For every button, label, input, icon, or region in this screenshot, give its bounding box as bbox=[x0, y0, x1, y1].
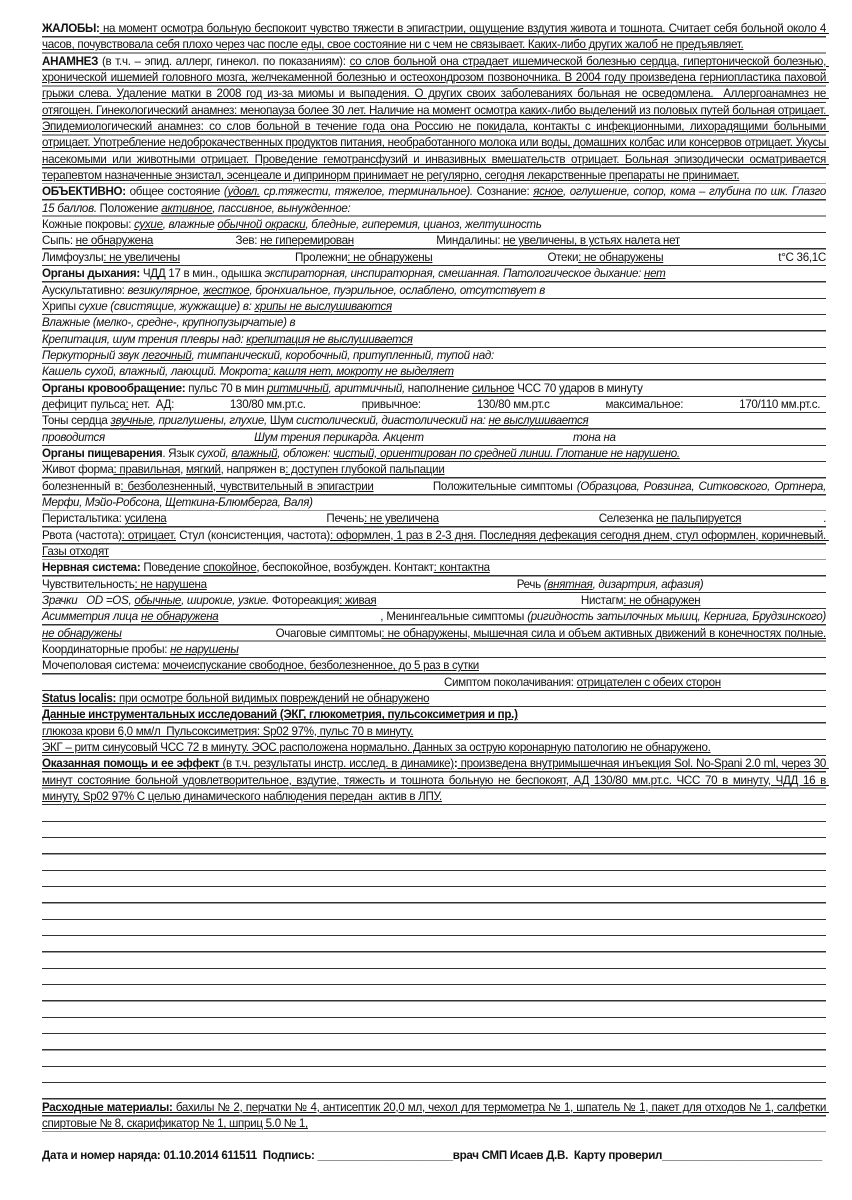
form-field bbox=[42, 250, 295, 266]
text-segment: Данные инструментальных исследований (ЭКГ, глюкометрия, пульсоксиметрия и пр.) bbox=[42, 708, 518, 722]
text-segment: ЭКГ – ритм синусовый ЧСС 72 в минуту. ЭОС расположена нормально. Данных за острую коронарную патологию не обнаружено. bbox=[42, 741, 711, 755]
abdomen-row bbox=[42, 462, 826, 478]
form-field bbox=[42, 577, 517, 593]
text-segment: (ригидность затылочных мышц, Кернига, Брудзинского) bbox=[527, 610, 832, 624]
text-segment: наполнение bbox=[404, 381, 472, 395]
dry-rales-row bbox=[42, 299, 826, 315]
text-segment: Речь bbox=[516, 577, 544, 591]
text-segment: Пролежни bbox=[294, 250, 348, 264]
text-segment: не обнаружена bbox=[75, 234, 154, 248]
text-segment: обычной окраски bbox=[217, 218, 306, 232]
blank-line-row bbox=[42, 969, 826, 985]
nervous-row bbox=[42, 560, 826, 576]
form-field bbox=[295, 250, 547, 266]
text-segment: . bbox=[741, 512, 827, 526]
text-segment: обычные bbox=[134, 594, 182, 608]
text-segment: АНАМНЕЗ bbox=[42, 54, 99, 68]
form-field bbox=[362, 397, 477, 413]
blank-line-row bbox=[42, 1067, 826, 1083]
text-segment: мягкий bbox=[185, 463, 221, 477]
blank-line-row bbox=[42, 887, 826, 903]
text-segment: сухой, bbox=[196, 446, 232, 460]
text-segment: Тоны сердца bbox=[42, 414, 111, 428]
footer-signature-row bbox=[42, 1148, 826, 1164]
text-segment: при осмотре больной видимых повреждений не обнаружено bbox=[116, 692, 430, 706]
text-segment: 130/80 мм.рт.с bbox=[476, 397, 550, 411]
text-segment: : кашля нет, мокроту не выделяет bbox=[267, 365, 454, 379]
text-segment: Симптом поколачивания: bbox=[443, 675, 577, 689]
text-segment: 170/110 мм.рт.с. bbox=[739, 397, 826, 411]
blank-line-row bbox=[42, 985, 826, 1001]
form-field bbox=[599, 511, 826, 527]
text-segment: , влажные bbox=[162, 218, 218, 232]
rash-throat-row bbox=[42, 233, 826, 249]
text-segment: на момент осмотра больную беспокоит чувство тяжести в эпигастрии, ощущение вздутия живота и тошнота. Считает себя больной около 4 часов, почувствовала себя плохо через час после еды, свое состояние ни с чем не связывает. Каких-либо других жалоб не предъявляет. bbox=[42, 22, 829, 52]
text-segment: Асимметрия лица bbox=[42, 610, 142, 624]
text-segment: Органы дыхания: bbox=[42, 267, 140, 281]
blank-line-row bbox=[42, 806, 826, 822]
text-segment bbox=[721, 676, 826, 689]
text-segment: Status localis: bbox=[42, 692, 117, 706]
text-segment: не выслушивается bbox=[488, 414, 589, 428]
text-segment: : bbox=[453, 757, 458, 771]
percussion-row bbox=[42, 348, 826, 364]
text-segment: , Менингеальные симптомы bbox=[218, 610, 528, 624]
text-segment: Крепитация, шум трения плевры над: bbox=[42, 332, 247, 346]
blank-line-row bbox=[42, 822, 826, 838]
form-field bbox=[778, 250, 826, 266]
text-segment: внятная bbox=[547, 577, 593, 591]
text-segment: сухие (свистящие, жужжащие) в: bbox=[78, 299, 255, 313]
text-segment: не пальпируется bbox=[656, 512, 742, 526]
blank-line-row bbox=[42, 871, 826, 887]
circulation-row bbox=[42, 381, 826, 397]
stool-row bbox=[42, 528, 829, 561]
cough-row bbox=[42, 364, 826, 380]
text-segment bbox=[703, 578, 826, 591]
blank-line-row bbox=[42, 1083, 826, 1099]
text-segment: : доступен глубокой пальпации bbox=[285, 463, 445, 477]
text-segment: , тимпанический, коробочный, притупленный, тупой над: bbox=[191, 348, 494, 362]
text-segment: Зрачки OD =OS, bbox=[42, 594, 135, 608]
text-segment: легочный bbox=[142, 348, 192, 362]
text-segment: : не обнаружены bbox=[347, 250, 433, 264]
text-segment: : правильная bbox=[113, 463, 181, 477]
form-field bbox=[42, 397, 230, 413]
form-field bbox=[581, 593, 826, 609]
text-segment: тона на bbox=[572, 430, 827, 444]
text-segment: сухие bbox=[134, 218, 163, 232]
text-segment: усилена bbox=[124, 512, 167, 526]
text-segment: : не обнаружены bbox=[578, 250, 664, 264]
text-segment: ритмичный bbox=[267, 381, 329, 395]
form-field bbox=[517, 577, 826, 593]
text-segment: Селезенка bbox=[598, 512, 657, 526]
text-segment: . Язык bbox=[162, 446, 197, 460]
text-segment: : не увеличена bbox=[363, 512, 439, 526]
meningeal-row bbox=[42, 609, 832, 658]
text-segment: Перкуторный звук bbox=[42, 348, 143, 362]
text-segment: : не нарушена bbox=[134, 577, 207, 591]
text-segment: дефицит пульса bbox=[42, 397, 126, 411]
text-segment: Кожные покровы: bbox=[42, 218, 135, 232]
text-segment: Лимфоузлы bbox=[42, 250, 104, 264]
blank-line-row bbox=[42, 1051, 826, 1067]
status-localis-row bbox=[42, 691, 826, 707]
blank-line-row bbox=[42, 1018, 826, 1034]
form-field bbox=[42, 593, 581, 609]
text-segment: Живот форма bbox=[42, 463, 114, 477]
lymph-row bbox=[42, 250, 826, 266]
text-segment: Печень bbox=[326, 512, 364, 526]
text-segment: , напряжен в bbox=[220, 463, 286, 477]
text-segment: нет bbox=[644, 267, 666, 281]
text-segment: влажный bbox=[231, 446, 278, 460]
text-segment: , bbox=[180, 463, 186, 477]
form-field bbox=[326, 511, 598, 527]
ecg-row bbox=[42, 740, 826, 756]
text-segment: Хрипы bbox=[42, 299, 79, 313]
text-segment: Сознание: bbox=[472, 185, 534, 199]
form-field bbox=[42, 511, 326, 527]
anamnesis-row bbox=[42, 54, 829, 185]
text-segment: болезненный в bbox=[42, 479, 121, 493]
text-segment: (в т.ч. результаты инстр. исслед. в динамике) bbox=[219, 757, 454, 771]
complaints-row bbox=[42, 21, 829, 54]
text-segment: Сыпь: bbox=[42, 234, 76, 248]
text-segment: Оказанная помощь и ее эффект bbox=[42, 757, 220, 771]
text-segment: активное bbox=[161, 201, 213, 215]
text-segment: глюкоза крови 6,0 мм/л Пульсоксиметрия: Sp02 97%, пульс 70 в минуту. bbox=[42, 724, 414, 738]
text-segment: Стул (консистенция, частота) bbox=[176, 528, 330, 542]
blank-line-row bbox=[42, 936, 826, 952]
text-segment: со слов больной она страдает ишемической болезнью сердца, гипертонической болезнью, хронической ишемией головного мозга, желчекаменной болезнью и остеохондрозом позвоночника. В 2004 году произведена герниопластика паховой грыжи слева. Удаление матки в 2008 год из-за миомы и выпадения. О других своих заболеваниях больная не осведомлена. Аллергоанамнез не отягощен. Гинекологический анамнез: менопауза более 30 лет. Наличие на момент осмотра каких-либо выделений из половых путей больная отрицает. Эпидемиологический анамнез: со слов больной в течение года она Россию не покидала, контакты с инфекционными, лихорадящими больными отрицает. Употребление недоброкачественных продуктов питания, необработанного молока или воды, домашних колбас или консервов отрицает. Укусы насекомыми или животными отрицает. Проведение гемотрансфузий и инвазивных вмешательств отрицает. Больная эпизодически осматривается терапевтом назначенные энзистал, эсенцеале и дипринорм принимает не регулярно, сегодня лекарственные препараты не принимает. bbox=[42, 54, 829, 183]
text-segment: везикулярное, bbox=[127, 283, 204, 297]
text-segment: не увеличены, в устьях налета нет bbox=[503, 234, 680, 248]
text-segment: Нервная система: bbox=[42, 561, 141, 575]
text-segment: нет. АД: bbox=[128, 397, 175, 411]
form-field bbox=[230, 397, 362, 413]
text-segment: Расходные материалы: bbox=[42, 1100, 173, 1114]
text-segment: : оформлен, 1 раз в 2-3 дня. Последняя дефекация сегодня днем, стул оформлен, коричневый. Газы отходят bbox=[42, 528, 829, 558]
text-segment: Перистальтика: bbox=[42, 512, 125, 526]
blank-line-row bbox=[42, 855, 826, 871]
text-segment: Чувствительность bbox=[42, 577, 135, 591]
pericardium-row bbox=[42, 430, 826, 446]
glucose-row bbox=[42, 724, 826, 740]
text-segment: произведена внутримышечная инъекция Sol. No-Spani 2.0 ml, через 30 минут состояние больной удовлетворительное, вздутие, тяжесть и тошнота больную не беспокоят, АД 130/80 мм.рт.с. ЧСС 70 в минуту, ЧДД 16 в минуту, Sp02 97% С целью динамического наблюдения передан актив в ЛПУ. bbox=[42, 757, 829, 804]
crepitation-row bbox=[42, 332, 826, 348]
text-segment: : не обнаружен bbox=[623, 594, 701, 608]
text-segment: , обложен: bbox=[277, 446, 334, 460]
text-segment: , пассивное, вынужденное: bbox=[212, 201, 351, 215]
tapping-row bbox=[42, 675, 826, 691]
text-segment: , бронхиальное, пуэрильное, ослаблено, отсутствует в bbox=[249, 283, 546, 297]
text-segment: Очаговые симптомы bbox=[121, 626, 382, 640]
text-segment: бахилы № 2, перчатки № 4, антисептик 20,0 мл, чехол для термометра № 1, шпатель № 1, пакет для отходов № 1, салфетки спиртовые № 8, скарификатор № 1, шприц 5.0 № 1, bbox=[42, 1100, 829, 1131]
text-segment: ясное bbox=[533, 185, 563, 199]
text-segment: Аускультативно: bbox=[42, 283, 128, 297]
text-segment: не обнаружена bbox=[141, 610, 219, 624]
text-segment: не обнаружены bbox=[42, 626, 122, 640]
text-segment: жесткое bbox=[203, 283, 250, 297]
text-segment: экспираторная, инспираторная, смешанная. Патологическое дыхание: bbox=[264, 267, 644, 281]
text-segment: мочеиспускание свободное, безболезненное, до 5 раз в сутки bbox=[162, 659, 479, 673]
text-segment: , широкие, узкие. bbox=[181, 594, 269, 608]
text-segment: систолический, диастолический на: bbox=[296, 414, 489, 428]
text-segment: : bbox=[125, 397, 129, 411]
form-field bbox=[42, 233, 236, 249]
text-segment: (в т.ч. – эпид. аллерг, гинекол. по показаниям): bbox=[98, 54, 350, 68]
objective-row bbox=[42, 184, 829, 217]
pupils-row bbox=[42, 593, 826, 609]
text-segment: Мочеполовая система: bbox=[42, 659, 163, 673]
text-segment: проводится bbox=[42, 430, 105, 444]
text-segment: : не обнаружены, мышечная сила и объем активных движений в конечностях полные. bbox=[381, 626, 826, 640]
form-field bbox=[739, 397, 826, 413]
form-field bbox=[547, 250, 778, 266]
blank-line-row bbox=[42, 920, 826, 936]
text-segment: Нистагм bbox=[580, 594, 624, 608]
form-field bbox=[573, 430, 826, 446]
text-segment: Органы кровообращение: bbox=[42, 381, 186, 395]
instrumental-heading-row bbox=[42, 707, 826, 723]
text-segment: Положение bbox=[96, 201, 162, 215]
blank-line-row bbox=[42, 838, 826, 854]
form-field bbox=[236, 233, 437, 249]
blank-line-row bbox=[42, 953, 826, 969]
auscultation-row bbox=[42, 283, 826, 299]
text-segment: , дизартрия, афазия) bbox=[592, 577, 704, 591]
text-segment: сильное bbox=[472, 381, 515, 395]
text-segment: чистый, ориентирован по средней линии. Глотание не нарушено. bbox=[333, 446, 680, 460]
text-segment: : безболезненный, чувствительный в эпигастрии bbox=[120, 479, 374, 493]
text-segment: Координаторные пробы: bbox=[42, 626, 829, 657]
text-segment: Положительные симптомы bbox=[373, 479, 577, 493]
text-segment: : отрицает. bbox=[121, 528, 176, 542]
text-segment: Фотореакция bbox=[268, 594, 340, 608]
blank-line-row bbox=[42, 904, 826, 920]
sensitivity-row bbox=[42, 577, 826, 593]
blood-pressure-row bbox=[42, 397, 826, 413]
text-segment: звучные bbox=[110, 414, 153, 428]
blank-line-row bbox=[42, 1034, 826, 1050]
text-segment: ср.тяжести, тяжелое, терминальное). bbox=[259, 185, 473, 199]
text-segment: ( bbox=[223, 185, 228, 199]
peristalsis-row bbox=[42, 511, 826, 527]
text-segment: крепитация не выслушивается bbox=[246, 332, 413, 346]
text-segment: спокойное bbox=[203, 561, 257, 575]
blank-line-row bbox=[42, 1002, 826, 1018]
form-field bbox=[254, 430, 573, 446]
treatment-row bbox=[42, 756, 829, 805]
materials-row bbox=[42, 1100, 829, 1133]
text-segment: не гиперемирован bbox=[260, 234, 354, 248]
text-segment: : живая bbox=[339, 594, 377, 608]
text-segment: пульс 70 в мин bbox=[185, 381, 268, 395]
medical-record-card bbox=[42, 21, 832, 1165]
text-segment: , бледные, гиперемия, цианоз, желтушность bbox=[305, 218, 542, 232]
form-field bbox=[605, 397, 739, 413]
text-segment: Дата и номер наряда: 01.10.2014 611511 Подпись: ______________________врач СМП Исаев Д.В. Карту проверил__________________________ bbox=[42, 1149, 822, 1163]
text-segment: отрицателен с обеих сторон bbox=[576, 675, 721, 689]
text-segment: Зев: bbox=[235, 234, 261, 248]
text-segment: Шум трения перикарда. Акцент bbox=[254, 430, 424, 444]
heart-tones-row bbox=[42, 413, 826, 429]
skin-row bbox=[42, 217, 826, 233]
text-segment: общее состояние bbox=[125, 185, 224, 199]
text-segment: ЧДД 17 в мин., одышка bbox=[139, 267, 265, 281]
text-segment: ( bbox=[543, 577, 548, 591]
text-segment: Миндалины: bbox=[436, 234, 504, 248]
text-segment: Кашель сухой, влажный, лающий. Мокрота bbox=[42, 365, 268, 379]
text-segment: : контактна bbox=[433, 561, 490, 575]
text-segment: удовл. bbox=[227, 185, 260, 199]
text-segment: (Образцова, Ровзинга, Ситковского, Ортнера, Мерфи, Мэйо-Робсона, Щеткина-Блюмберга, Валя) bbox=[42, 479, 829, 509]
text-segment: , оглушение, сопор, кома – глубина по шк. Глазго 15 баллов. bbox=[42, 185, 829, 215]
text-segment: 130/80 мм.рт.с. bbox=[229, 397, 306, 411]
form-field bbox=[42, 430, 254, 446]
text-segment: Рвота (частота) bbox=[42, 528, 122, 542]
text-segment: Отеки bbox=[547, 250, 579, 264]
text-segment: : не увеличены bbox=[103, 250, 180, 264]
text-segment: Органы пищеварения bbox=[42, 446, 163, 460]
text-segment: ЖАЛОБЫ: bbox=[42, 22, 100, 35]
text-segment: привычное: bbox=[361, 397, 421, 411]
text-segment: не нарушены bbox=[170, 643, 239, 657]
urogenital-row bbox=[42, 658, 826, 674]
text-segment: t°C 36,1C bbox=[778, 250, 826, 264]
digestion-row bbox=[42, 446, 826, 462]
text-segment: Поведение bbox=[140, 561, 204, 575]
wet-rales-row bbox=[42, 315, 826, 331]
text-segment: , приглушены, глухие, bbox=[152, 414, 267, 428]
tenderness-row bbox=[42, 479, 829, 512]
text-segment: Шум bbox=[266, 414, 297, 428]
text-segment: , беспокойное, возбужден. Контакт bbox=[256, 561, 434, 575]
text-segment: , аритмичный, bbox=[328, 381, 405, 395]
text-segment: максимальное: bbox=[605, 397, 684, 411]
respiratory-row bbox=[42, 266, 826, 282]
text-segment bbox=[700, 594, 826, 607]
text-segment: ОБЪЕКТИВНО: bbox=[42, 185, 126, 199]
form-field bbox=[436, 233, 826, 249]
text-segment: Влажные (мелко-, средне-, крупнопузырчатые) в bbox=[42, 316, 296, 330]
text-segment: ЧСС 70 ударов в минуту bbox=[514, 381, 643, 395]
text-segment: хрипы не выслушиваются bbox=[254, 299, 392, 313]
text-segment bbox=[680, 234, 826, 247]
form-field bbox=[477, 397, 606, 413]
